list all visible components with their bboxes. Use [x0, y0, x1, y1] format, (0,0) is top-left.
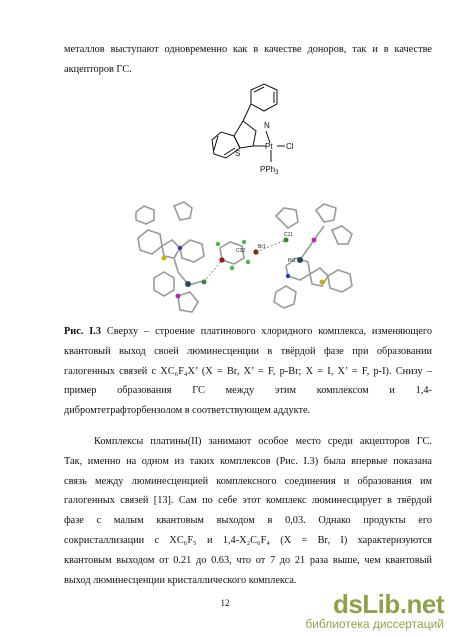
caption-label: Рис. I.3 [64, 326, 101, 337]
caption-line: галогенных связей с XC₆F₄X’ (X = Br, X’ = F, p-Br; X = I, X’ = F, p-I). Снизу – [64, 365, 432, 377]
br-atom-right [253, 249, 258, 254]
intro-paragraph [64, 40, 432, 80]
atom-label-c32: C32 [236, 248, 246, 254]
text-line: сокристаллизации с XC₆F₅ и 1,4-X₂C₆F₄ (X = Br, I) характеризуются [64, 534, 432, 546]
body-paragraph [64, 432, 432, 590]
atom-label-cl: Cl [286, 142, 294, 151]
page-number: 12 [220, 598, 230, 608]
watermark [305, 591, 444, 631]
atom-label-pt: Pt [265, 142, 273, 151]
pt-atom-right [297, 257, 303, 263]
caption-line: Рис. I.3 Сверху – строение платинового хлоридного комплекса, изменяющего [64, 326, 432, 337]
figure-caption [64, 322, 432, 421]
watermark-logo: dsLib.net [332, 589, 444, 619]
atom-label-n: N [264, 121, 270, 130]
platinum-complex-structure-figure [188, 76, 298, 186]
text-line: фазе с малым квантовым выходом в 0,03. Однако продукты его [64, 515, 432, 527]
caption-line: квантовый выход своей люминесценции в твёрдой фазе при образовании [64, 345, 432, 357]
crystal-structure-figure [118, 196, 368, 324]
caption-line: пример образования ГС между этим комплексом и 1,4- [64, 385, 432, 397]
atom-label-pt1: Pt1 [288, 258, 296, 264]
caption-line: дибромтетрафторбензолом в соответствующем аддукте. [64, 405, 311, 417]
watermark-subtitle: библиотека диссертаций [305, 617, 444, 631]
text-line: Комплексы платины(II) занимают особое место среди акцепторов ГС. [94, 436, 432, 447]
text-line: квантовым выходом от 0.21 до 0.63, что от 7 до 21 раза выше, чем квантовый [64, 554, 432, 566]
atom-label-s: S [235, 149, 241, 158]
ligand-label-pph3: PPh$_3$ [260, 165, 279, 176]
atom-label-c11: C11 [284, 232, 293, 238]
text-line: металлов выступают одновременно как в качестве доноров, так и в качестве [64, 44, 432, 55]
text-line: выход люминесценции кристаллического комплекса. [64, 574, 297, 586]
text-line: Так, именно на одном из таких комплексов (Рис. I.3) была впервые показана [64, 455, 432, 467]
pt-atom-left [185, 281, 191, 287]
text-line: акцепторов ГС. [64, 63, 132, 75]
text-line: связь между люминесценцией комплексного соединения и образования им [64, 475, 432, 487]
text-line: галогенных связей [13]. Сам по себе этот комплекс люминесцирует в твёрдой [64, 495, 432, 507]
atom-label-br1: Br1 [258, 244, 266, 250]
